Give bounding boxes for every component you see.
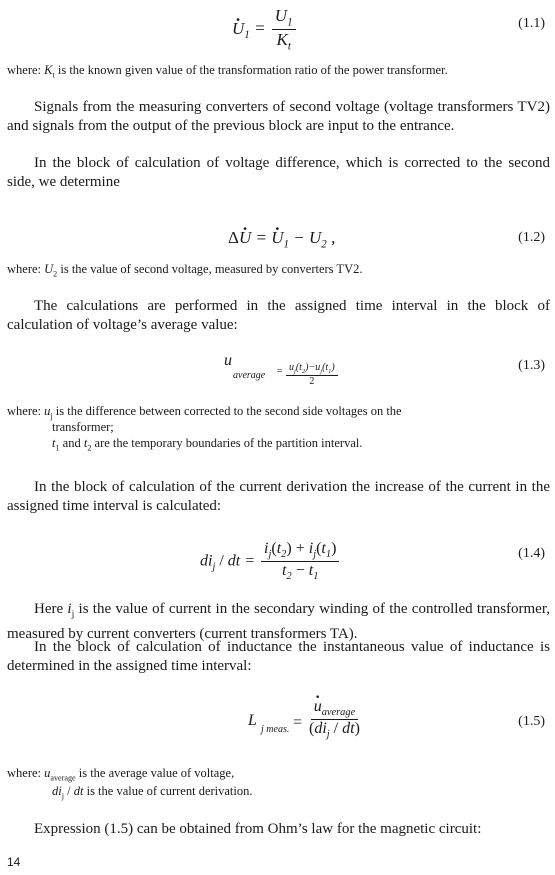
equation-1-2: Δ· U = · $U_1 - U_2$ , (1.2) bbox=[0, 224, 555, 254]
equation-1-4: $di_j$ / dt = $\frac{i_j(t_2) + i_j(t_1)}{t_2 - t_1}$ (1.4) bbox=[200, 540, 545, 583]
equation-number: (1.3) bbox=[518, 358, 545, 373]
where-clause-5b: $di_j$ / dt is the value of current derivation. bbox=[52, 784, 253, 801]
paragraph-here-current: Here $i_j$ is the value of current in the secondary winding of the controlled transformer, measured by current converters (current transformers TA). bbox=[7, 601, 550, 642]
where-clause-3b: $t_1$ and $t_2$ are the temporary boundaries of the partition interval. bbox=[52, 436, 363, 453]
equation-1-5: L j meas. = · $\frac{u_{average}}{(di_j / dt)}$ (1.5) bbox=[0, 694, 555, 752]
where-clause-1: where: $K_t$ is the known given value of the transformation ratio of the power transformer. bbox=[7, 63, 448, 80]
where-clause-3a: where: $u_j$ is the difference between corrected to the second side voltages on the bbox=[7, 404, 402, 421]
equation-number: (1.5) bbox=[518, 714, 545, 729]
equation-1-3: u average = $\frac{u_j(t_2)-u_j(t_1)}{2}$ (1.3) bbox=[224, 352, 545, 388]
paragraph-voltage-difference: In the block of calculation of voltage difference, which is corrected to the second side, we determine bbox=[7, 155, 550, 190]
equation-number: (1.4) bbox=[518, 546, 545, 561]
where-clause-3a-cont: transformer; bbox=[52, 420, 114, 434]
equation-1-1: · $U_1$ = $\frac{U_1}{K_t}$ (1.1) bbox=[0, 4, 555, 52]
paragraph-ohms-law: Expression (1.5) can be obtained from Ohm’s law for the magnetic circuit: bbox=[34, 821, 482, 837]
paragraph-signals: Signals from the measuring converters of second voltage (voltage transformers TV2) and signals from the output of the previous block are input to the entrance. bbox=[7, 99, 550, 134]
where-clause-5a: where: $u_{average}$ is the average value of voltage, bbox=[7, 766, 235, 783]
paragraph-average-value: The calculations are performed in the assigned time interval in the block of calculation of voltage’s average value: bbox=[7, 298, 550, 333]
equation-number: (1.1) bbox=[518, 16, 545, 31]
equation-number: (1.2) bbox=[518, 230, 545, 245]
paragraph-inductance: In the block of calculation of inductance the instantaneous value of inductance is determined in the assigned time interval: bbox=[7, 639, 550, 674]
where-clause-2: where: $U_2$ is the value of second voltage, measured by converters TV2. bbox=[7, 262, 363, 279]
paragraph-current-derivation: In the block of calculation of the current derivation the increase of the current in the assigned time interval is calculated: bbox=[7, 479, 550, 514]
page-number: 14 bbox=[7, 855, 21, 869]
